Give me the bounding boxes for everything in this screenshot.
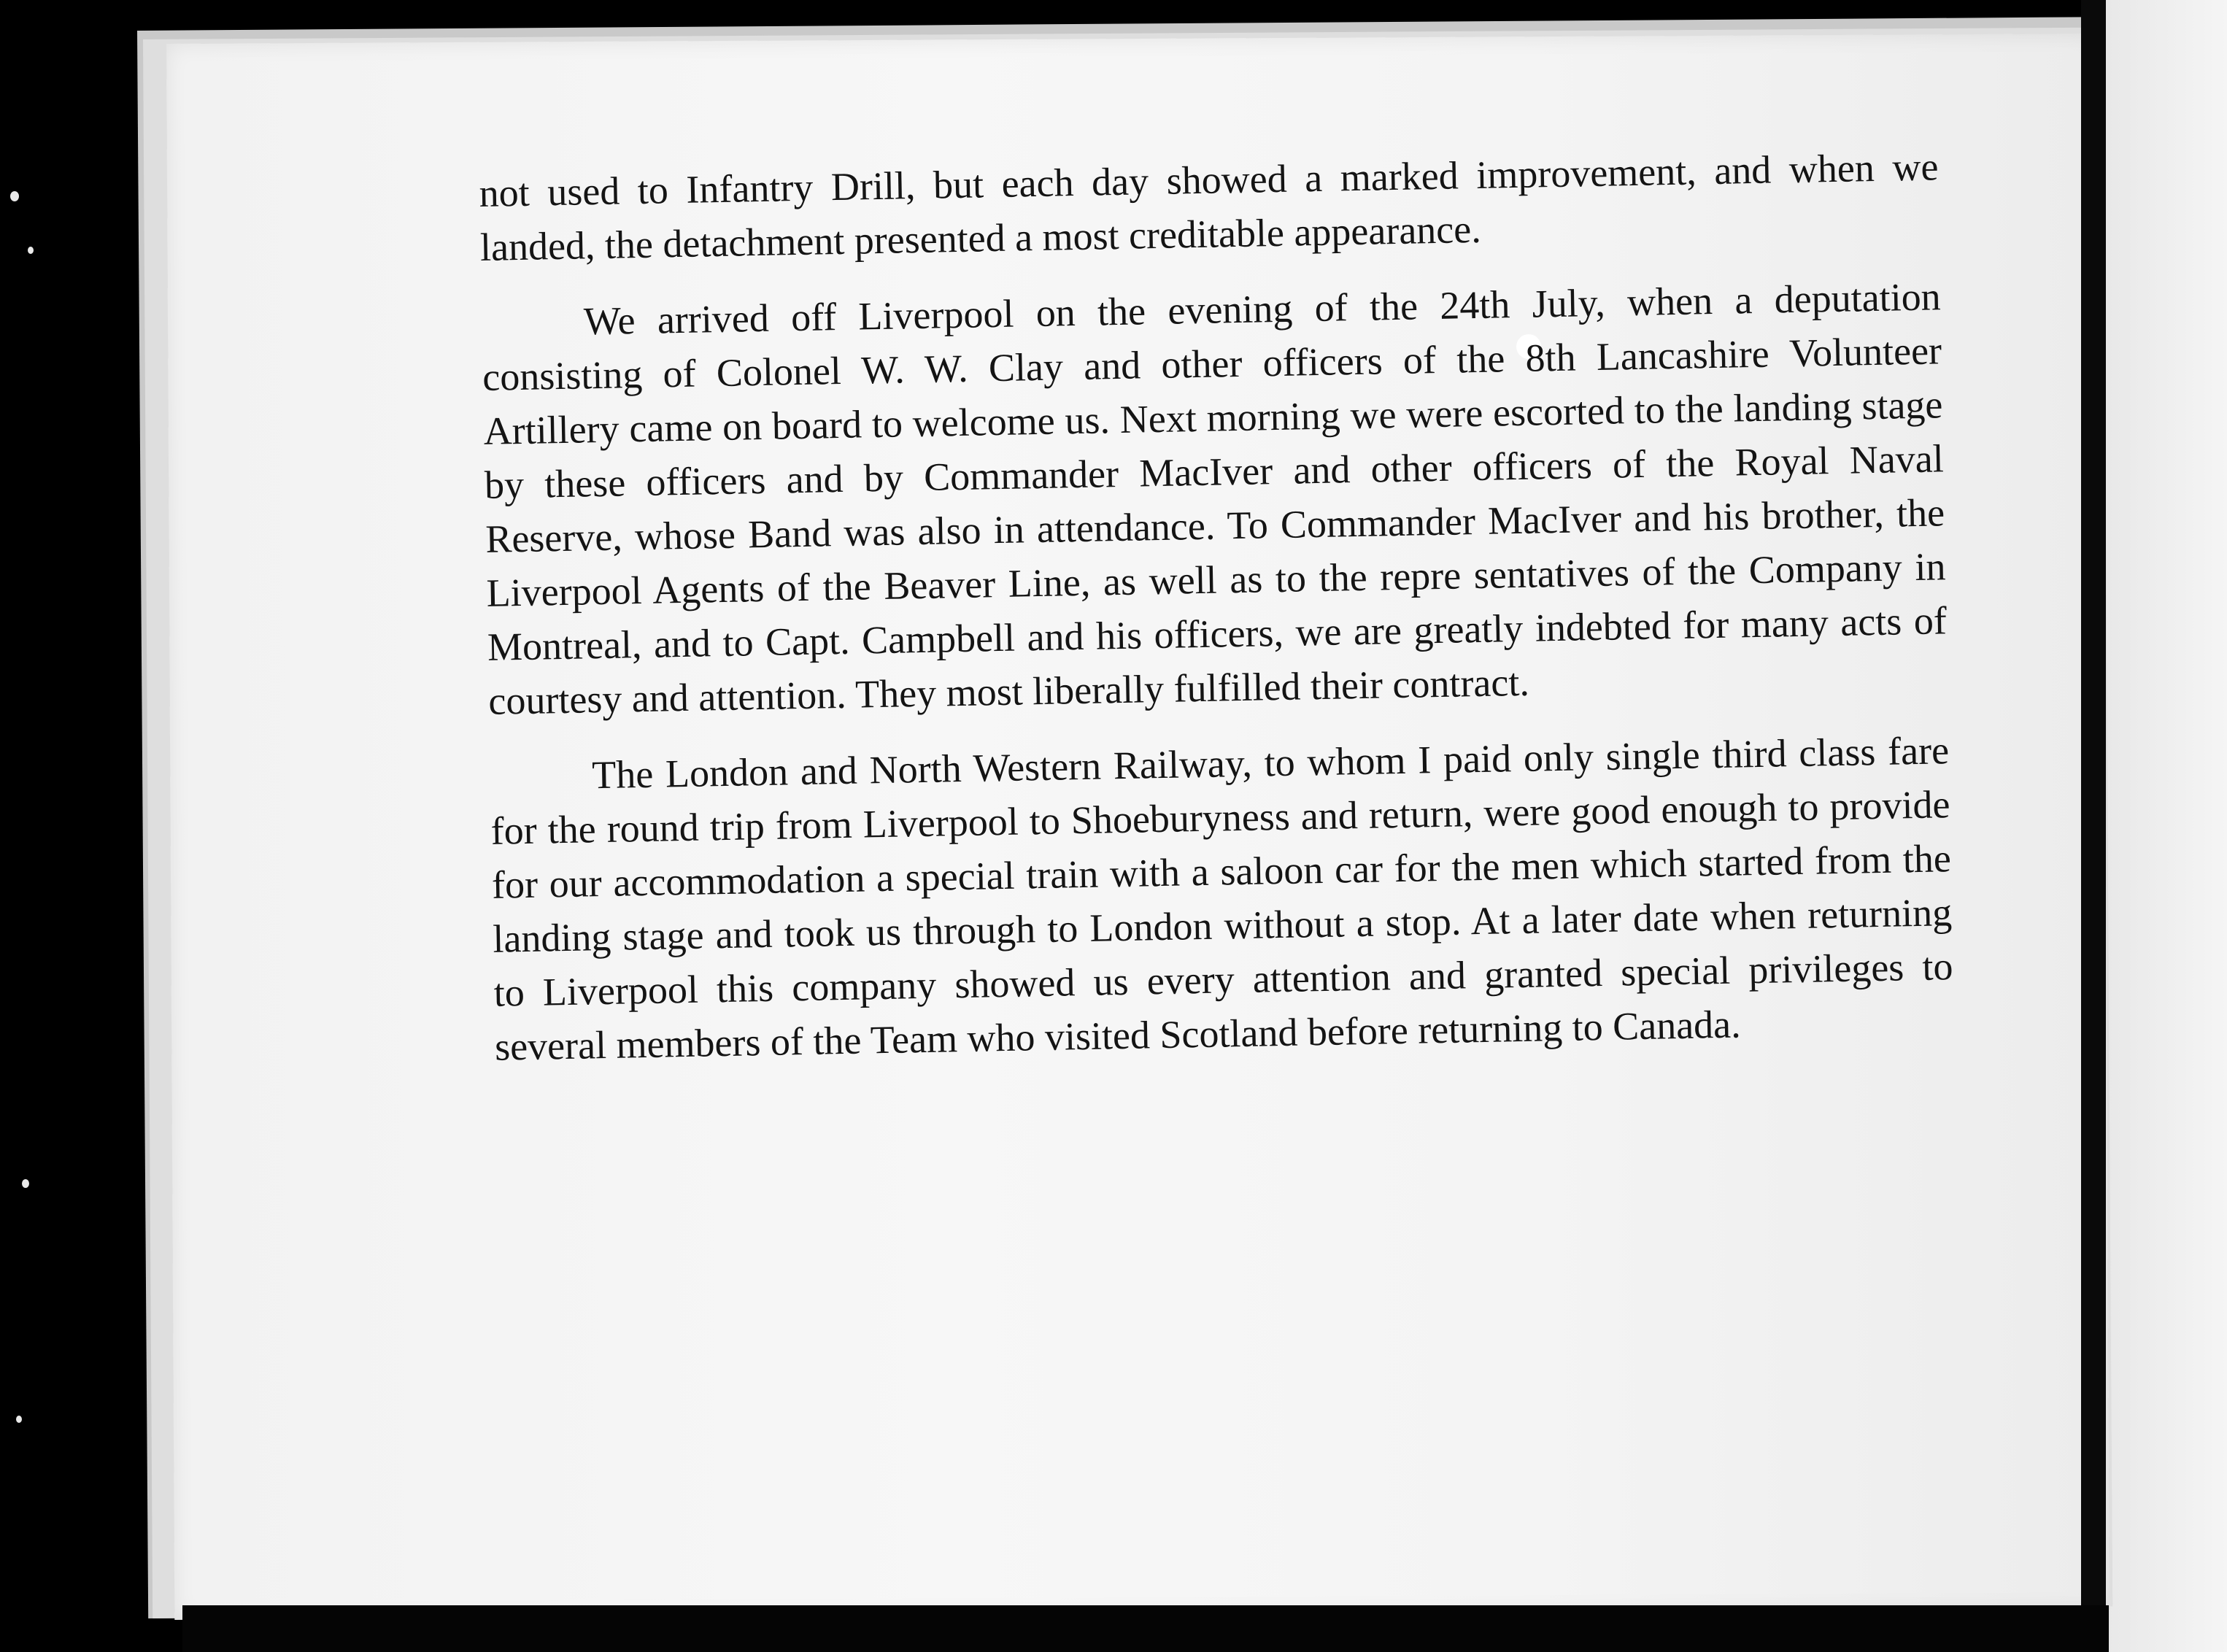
scan-speck	[22, 1179, 29, 1188]
paragraph: We arrived off Liverpool on the evening of the 24th July, when a deputation consisting of Colonel W. W. Clay and other officers of the 8th Lancashire Volunteer Artillery came on board to welcome us. Next morning we were escorted to the landing stage by these officers and by Commander MacIver and other officers of the Royal Naval Reserve, whose Band was also in attendance. To Commander MacIver and his brother, the Liverpool Agents of the Beaver Line, as well as to the repre sentatives of the Company in Montreal, and to Capt. Campbell and his officers, we are greatly indebted for many acts of courtesy and attention. They most liberally fulfilled their contract.	[482, 274, 1948, 723]
facing-page-edge	[2106, 0, 2227, 1652]
scan-speck	[10, 191, 19, 201]
paragraph: The London and North Western Railway, to whom I paid only single third class fare for the round trip from Liverpool to Shoeburyness and return, were good enough to provide for our accommodation a special train with a saloon car for the men which started from the landing stage and took us through to London without a stop. At a later date when returning to Liverpool this company showed us every attention and granted special privileges to several members of the Team who visited Scotland before returning to Canada.	[490, 728, 1953, 1069]
bottom-margin-shadow	[182, 1605, 2109, 1652]
body-text	[479, 139, 1955, 1095]
paragraph: not used to Infantry Drill, but each day showed a marked improvement, and when we landed, the detachment presented a most creditable appearance.	[479, 144, 1939, 269]
scan-speck	[28, 247, 34, 254]
scan-speck	[16, 1416, 22, 1423]
book-spine	[2081, 0, 2106, 1652]
